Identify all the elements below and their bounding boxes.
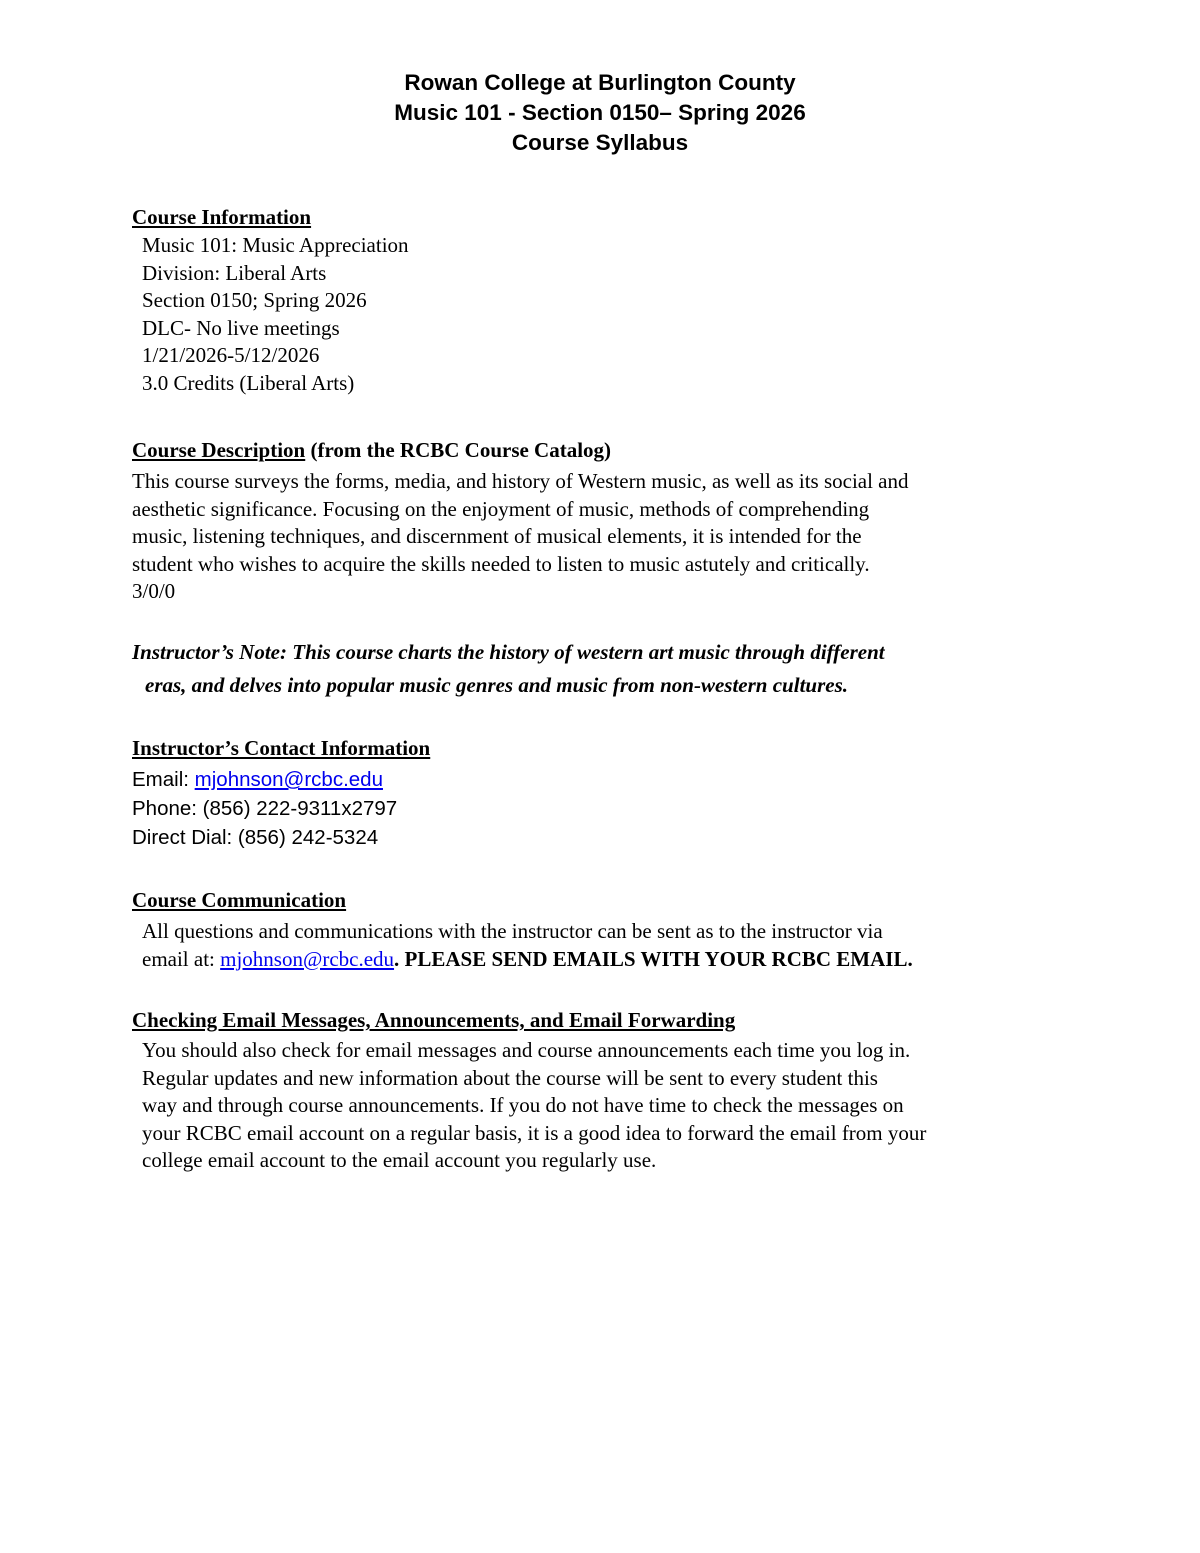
checking-email-body xyxy=(142,1037,926,1175)
college-name: Rowan College at Burlington County xyxy=(404,70,796,95)
checking-email-line: college email account to the email account you regularly use. xyxy=(142,1148,657,1172)
document-header xyxy=(0,68,1200,158)
course-info-line: Section 0150; Spring 2026 xyxy=(142,288,367,312)
course-communication-heading: Course Communication xyxy=(132,888,347,912)
email-label: Email: xyxy=(132,768,195,791)
course-info-line: 1/21/2026-5/12/2026 xyxy=(142,343,320,367)
checking-email-heading: Checking Email Messages, Announcements, and Email Forwarding xyxy=(132,1008,736,1032)
instructor-note-line: eras, and delves into popular music genres and music from non-western cultures. xyxy=(145,673,848,697)
communication-line: All questions and communications with the instructor can be sent as to the instructor via xyxy=(142,919,883,943)
description-line: This course surveys the forms, media, and history of Western music, as well as its social and xyxy=(132,469,909,493)
checking-email-line: You should also check for email messages and course announcements each time you log in. xyxy=(142,1038,911,1062)
direct-dial-number: Direct Dial: (856) 242-5324 xyxy=(132,826,379,849)
course-description-title: Course Description xyxy=(132,438,306,462)
description-line: student who wishes to acquire the skills needed to listen to music astutely and critically. xyxy=(132,551,870,576)
course-info-line: DLC- No live meetings xyxy=(142,315,340,340)
instructor-email-link[interactable]: mjohnson@rcbc.edu xyxy=(194,768,383,791)
course-section-line: Music 101 - Section 0150– Spring 2026 xyxy=(394,100,806,125)
contact-information-heading: Instructor’s Contact Information xyxy=(132,736,431,760)
phone-number: Phone: (856) 222-9311x2797 xyxy=(132,797,398,820)
course-communication-body xyxy=(142,918,913,973)
instructor-note-line: Instructor’s Note: This course charts the history of western art music through different xyxy=(132,640,885,664)
communication-email-line xyxy=(142,946,913,974)
course-description-source: (from the RCBC Course Catalog) xyxy=(305,438,612,462)
contact-information-body xyxy=(132,765,397,852)
description-line: aesthetic significance. Focusing on the enjoyment of music, methods of comprehending xyxy=(132,496,870,521)
course-info-line: Division: Liberal Arts xyxy=(142,260,327,285)
instructor-note xyxy=(132,636,885,702)
communication-email-notice: . PLEASE SEND EMAILS WITH YOUR RCBC EMAIL. xyxy=(394,946,913,971)
checking-email-line: Regular updates and new information about the course will be sent to every student this xyxy=(142,1065,878,1090)
document-title: Course Syllabus xyxy=(511,130,689,155)
description-line: 3/0/0 xyxy=(132,579,176,603)
course-information-heading: Course Information xyxy=(132,205,312,229)
email-row xyxy=(132,765,397,794)
course-info-line: Music 101: Music Appreciation xyxy=(142,233,409,257)
course-info-line: 3.0 Credits (Liberal Arts) xyxy=(142,370,355,395)
checking-email-line: way and through course announcements. If you do not have time to check the messages on xyxy=(142,1093,904,1117)
course-description-heading xyxy=(132,437,611,464)
course-description-body xyxy=(132,468,909,606)
description-line: music, listening techniques, and discernment of musical elements, it is intended for the xyxy=(132,524,862,548)
course-information-list xyxy=(142,232,409,397)
communication-email-prefix: email at: xyxy=(142,946,221,971)
communication-email-link[interactable]: mjohnson@rcbc.edu xyxy=(220,946,395,971)
checking-email-line: your RCBC email account on a regular basis, it is a good idea to forward the email from your xyxy=(142,1120,927,1145)
